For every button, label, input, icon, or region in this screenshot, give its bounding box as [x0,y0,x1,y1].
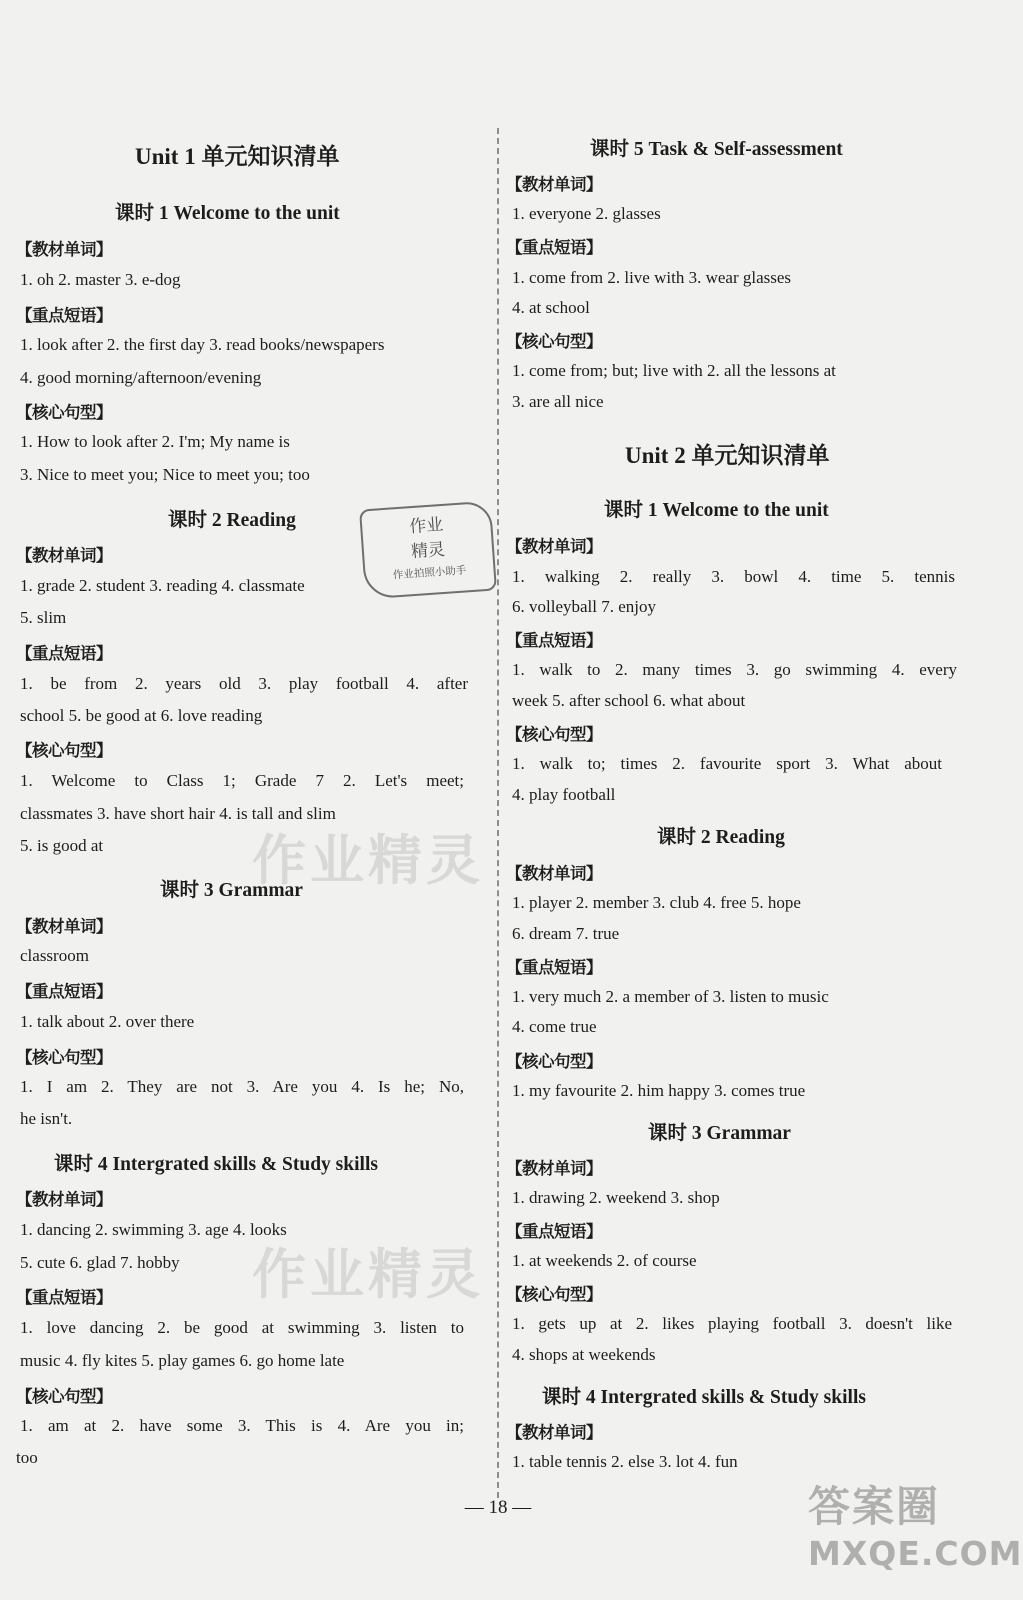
u2-lesson3-phrase-label: 【重点短语】 [506,1222,602,1241]
u1-lesson1-phrase-line: 4. good morning/afternoon/evening [20,368,262,387]
u1-lesson5-vocab-line: 1. everyone 2. glasses [512,204,661,223]
site-logo-cn: 答案圈 [808,1482,941,1531]
u2-lesson4-vocab-label: 【教材单词】 [506,1423,602,1442]
u2-lesson2-phrase-line: 1. very much 2. a member of 3. listen to music [512,987,829,1006]
u1-lesson5-phrase-line: 1. come from 2. live with 3. wear glasses [512,268,792,287]
u2-lesson1-phrase-line: week 5. after school 6. what about [512,691,746,710]
u1-lesson5-vocab-label: 【教材单词】 [506,175,602,194]
u2-lesson3-title: 课时 3 Grammar [648,1123,791,1144]
unit1-title: Unit 1 单元知识清单 [135,144,340,169]
u2-lesson2-phrase-line: 4. come true [512,1017,597,1036]
homework-stamp-logo [359,501,497,600]
u2-lesson1-vocab-line: 6. volleyball 7. enjoy [512,597,657,616]
u1-lesson1-sentence-label: 【核心句型】 [16,403,112,422]
u2-lesson2-sentence-label: 【核心句型】 [506,1052,602,1071]
u1-lesson1-sentence-line: 3. Nice to meet you; Nice to meet you; too [20,465,310,484]
u2-lesson3-vocab-line: 1. drawing 2. weekend 3. shop [512,1188,720,1207]
u1-lesson2-phrase-line: school 5. be good at 6. love reading [20,706,263,725]
u1-lesson4-sentence-line: 1. am at 2. have some 3. This is 4. Are you in; [20,1416,464,1435]
u2-lesson2-vocab-line: 6. dream 7. true [512,924,620,943]
u2-lesson2-vocab-line: 1. player 2. member 3. club 4. free 5. hope [512,893,801,912]
u1-lesson5-sentence-line: 3. are all nice [512,392,604,411]
u2-lesson3-sentence-line: 1. gets up at 2. likes playing football 3. doesn't like [512,1314,952,1333]
u1-lesson3-vocab-label: 【教材单词】 [16,917,112,936]
u1-lesson3-sentence-label: 【核心句型】 [16,1048,112,1067]
u1-lesson5-phrase-label: 【重点短语】 [506,238,602,257]
u1-lesson1-vocab-label: 【教材单词】 [16,240,112,259]
u1-lesson5-title: 课时 5 Task & Self-assessment [590,139,843,160]
u1-lesson2-vocab-line: 5. slim [20,608,67,627]
u1-lesson1-title: 课时 1 Welcome to the unit [115,203,340,224]
u1-lesson4-phrase-line: music 4. fly kites 5. play games 6. go home late [20,1351,345,1370]
u1-lesson2-vocab-line: 1. grade 2. student 3. reading 4. classmate [20,576,305,595]
u2-lesson1-sentence-line: 4. play football [512,785,616,804]
stamp-line: 精灵 [410,539,446,563]
u1-lesson1-phrase-label: 【重点短语】 [16,306,112,325]
u1-lesson4-phrase-label: 【重点短语】 [16,1288,112,1307]
u2-lesson1-title: 课时 1 Welcome to the unit [604,500,829,521]
u1-lesson3-sentence-line: 1. I am 2. They are not 3. Are you 4. Is he; No, [20,1077,464,1096]
stamp-line: 作业 [408,514,444,538]
u2-lesson4-vocab-line: 1. table tennis 2. else 3. lot 4. fun [512,1452,738,1471]
u1-lesson2-sentence-label: 【核心句型】 [16,741,112,760]
u1-lesson5-sentence-line: 1. come from; but; live with 2. all the lessons at [512,361,836,380]
u2-lesson3-sentence-label: 【核心句型】 [506,1285,602,1304]
site-logo-en: MXQE.COM [808,1534,1023,1573]
u2-lesson1-phrase-line: 1. walk to 2. many times 3. go swimming 4. every [512,660,957,679]
u1-lesson3-phrase-line: 1. talk about 2. over there [20,1012,195,1031]
u1-lesson4-sentence-label: 【核心句型】 [16,1387,112,1406]
u2-lesson1-sentence-label: 【核心句型】 [506,725,602,744]
u2-lesson2-sentence-line: 1. my favourite 2. him happy 3. comes true [512,1081,806,1100]
u2-lesson1-vocab-line: 1. walking 2. really 3. bowl 4. time 5. tennis [512,567,955,586]
u2-lesson3-sentence-line: 4. shops at weekends [512,1345,656,1364]
u1-lesson4-vocab-line: 5. cute 6. glad 7. hobby [20,1253,180,1272]
u1-lesson4-vocab-label: 【教材单词】 [16,1190,112,1209]
u1-lesson3-sentence-line: he isn't. [20,1109,73,1128]
u1-lesson3-vocab-line: classroom [20,946,89,965]
u1-lesson5-sentence-label: 【核心句型】 [506,332,602,351]
u1-lesson2-vocab-label: 【教材单词】 [16,546,112,565]
u2-lesson1-sentence-line: 1. walk to; times 2. favourite sport 3. What about [512,754,942,773]
u1-lesson3-title: 课时 3 Grammar [160,880,303,901]
u2-lesson2-title: 课时 2 Reading [657,827,785,848]
u2-lesson3-vocab-label: 【教材单词】 [506,1159,602,1178]
u1-lesson2-sentence-line: 5. is good at [20,836,104,855]
u2-lesson4-title: 课时 4 Intergrated skills & Study skills [542,1387,866,1408]
u1-lesson4-vocab-line: 1. dancing 2. swimming 3. age 4. looks [20,1220,287,1239]
u1-lesson2-sentence-line: 1. Welcome to Class 1; Grade 7 2. Let's meet; [20,771,464,790]
stamp-caption: 作业拍照小助手 [392,564,467,582]
u1-lesson3-phrase-label: 【重点短语】 [16,982,112,1001]
u2-lesson2-phrase-label: 【重点短语】 [506,958,602,977]
u1-lesson1-vocab-line: 1. oh 2. master 3. e-dog [20,270,181,289]
page-number: — 18 — [464,1497,532,1518]
column-divider [497,128,499,1498]
u1-lesson2-sentence-line: classmates 3. have short hair 4. is tall and slim [20,804,336,823]
unit2-title: Unit 2 单元知识清单 [625,443,830,468]
watermark: 作业精灵 [252,1243,484,1306]
u1-lesson2-phrase-line: 1. be from 2. years old 3. play football 4. after [20,674,468,693]
u1-lesson2-title: 课时 2 Reading [168,510,296,531]
u1-lesson1-phrase-line: 1. look after 2. the first day 3. read books/newspapers [20,335,385,354]
u2-lesson1-vocab-label: 【教材单词】 [506,537,602,556]
u1-lesson2-phrase-label: 【重点短语】 [16,644,112,663]
watermark: 作业精灵 [252,829,484,892]
u1-lesson4-sentence-line: too [16,1448,38,1467]
u1-lesson4-title: 课时 4 Intergrated skills & Study skills [54,1154,378,1175]
u1-lesson1-sentence-line: 1. How to look after 2. I'm; My name is [20,432,290,451]
u2-lesson1-phrase-label: 【重点短语】 [506,631,602,650]
site-logo [808,1474,1023,1584]
u2-lesson3-phrase-line: 1. at weekends 2. of course [512,1251,697,1270]
u1-lesson5-phrase-line: 4. at school [512,298,590,317]
u2-lesson2-vocab-label: 【教材单词】 [506,864,602,883]
u1-lesson4-phrase-line: 1. love dancing 2. be good at swimming 3. listen to [20,1318,464,1337]
